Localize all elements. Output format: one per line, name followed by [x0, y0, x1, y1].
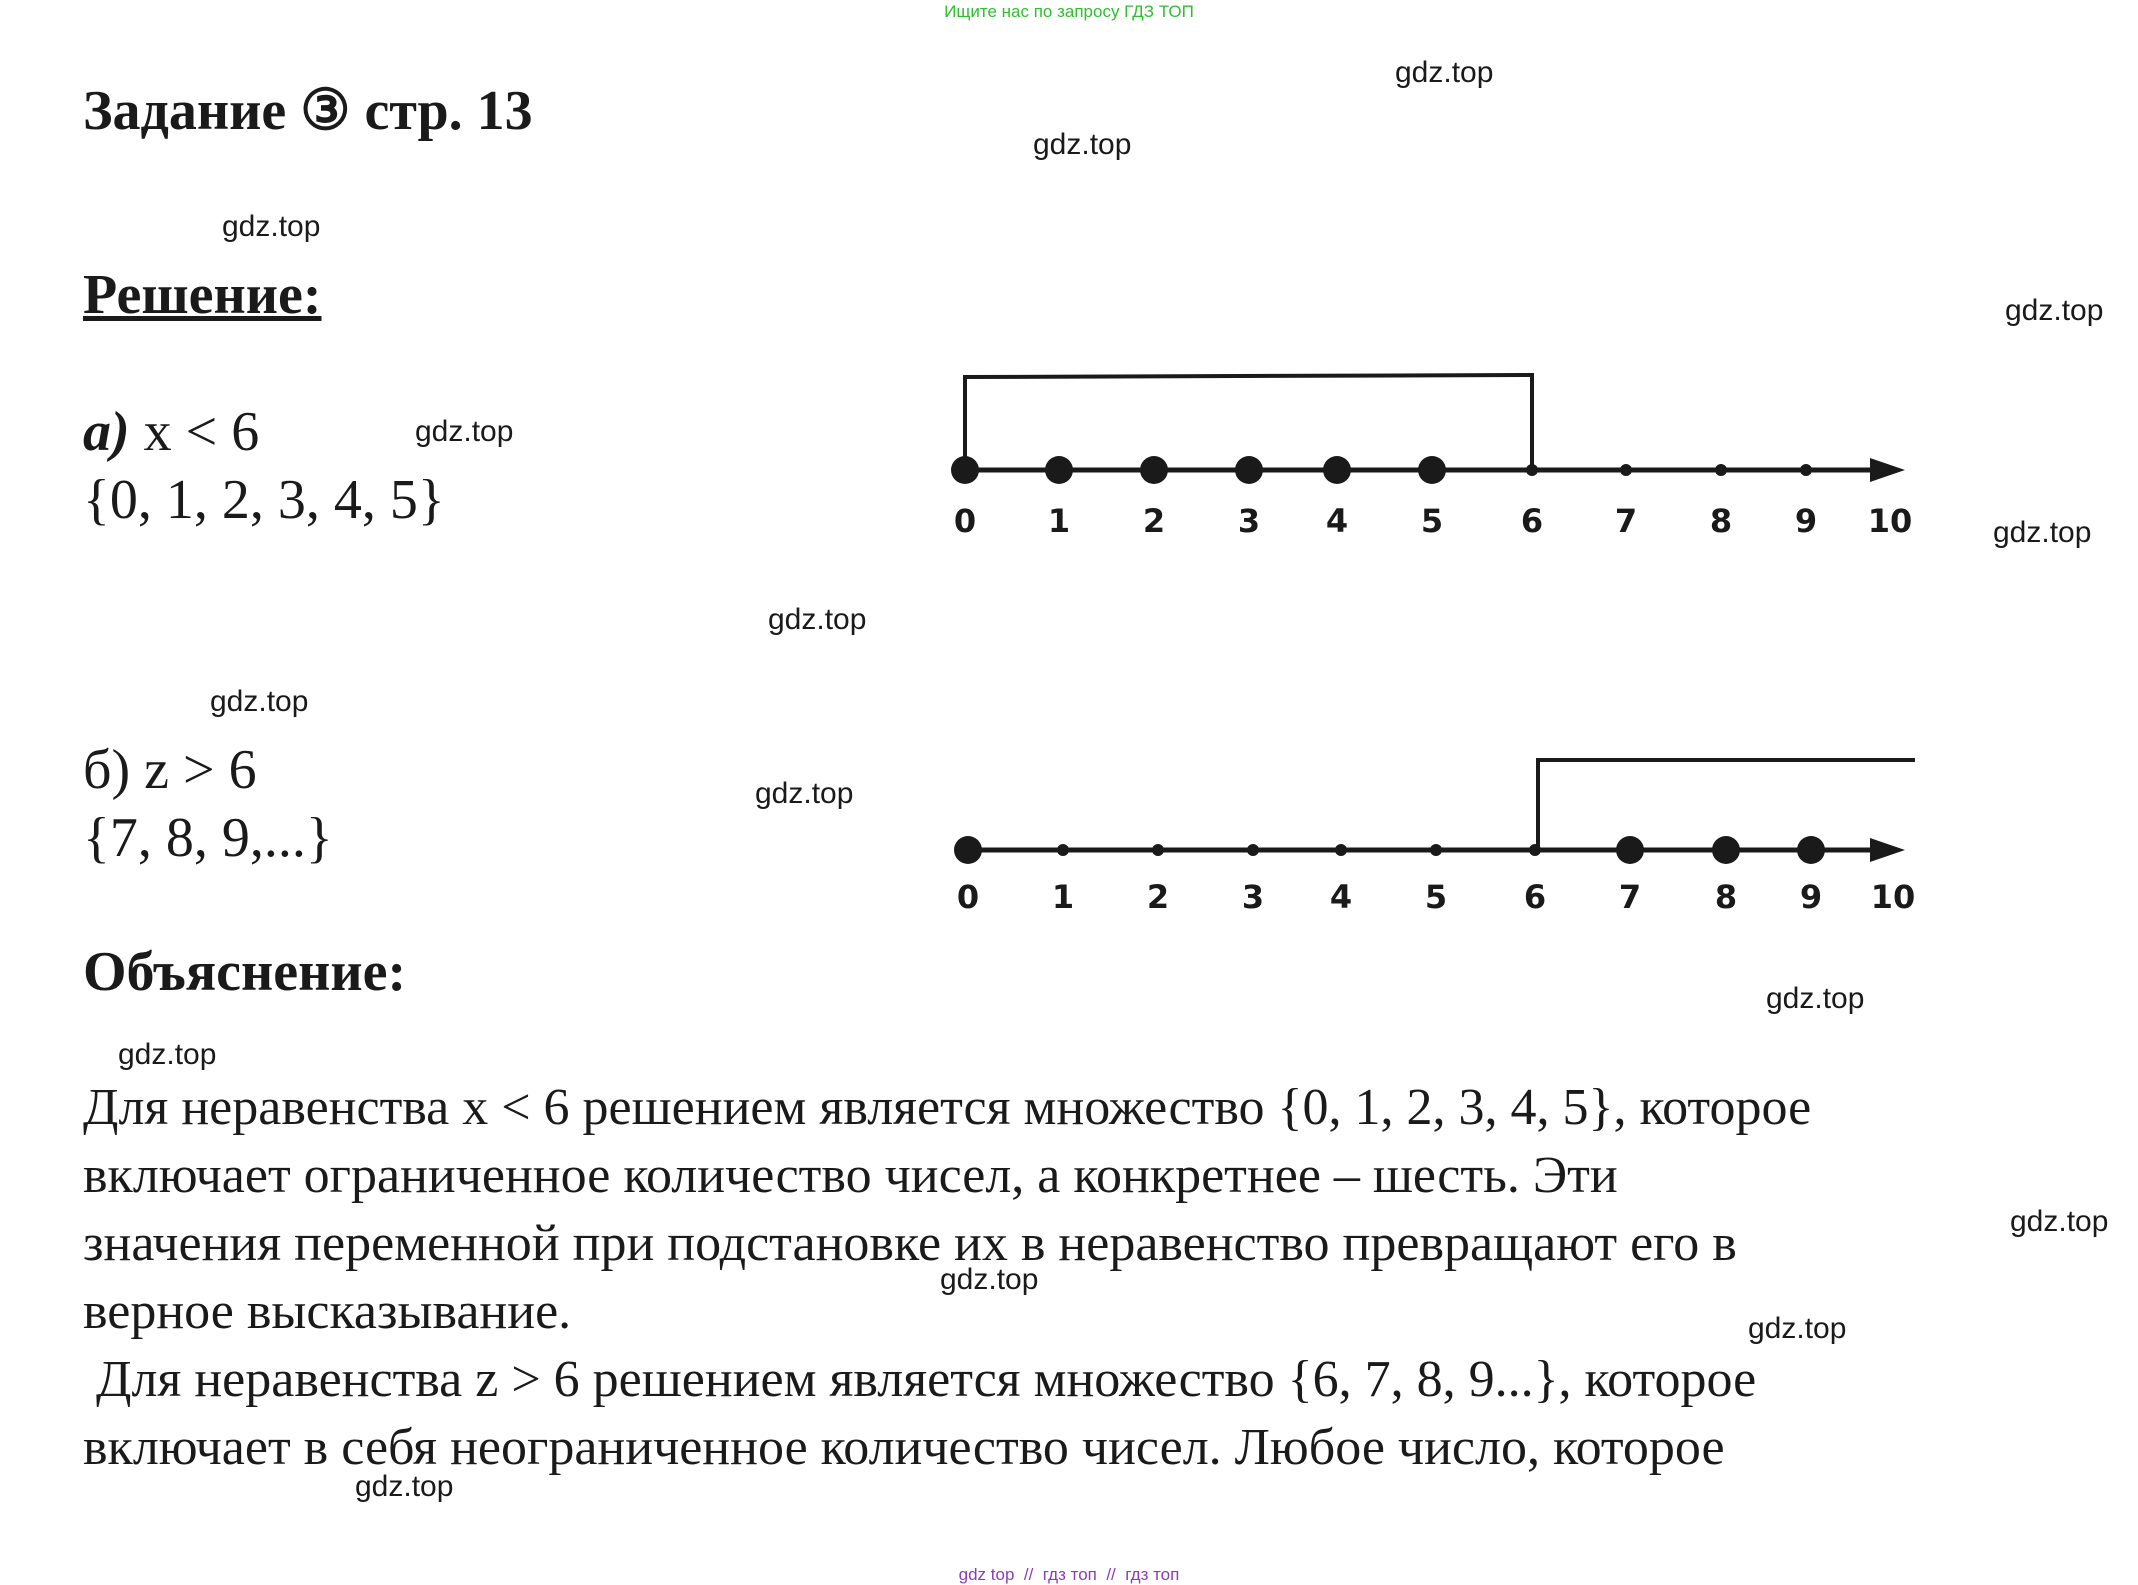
tick-label: 2 — [1142, 502, 1166, 540]
number-line-a-point-2 — [1140, 456, 1168, 484]
number-line-a-point-5 — [1418, 456, 1446, 484]
number-line-a — [940, 360, 1940, 560]
explanation-line: Для неравенства x < 6 решением является множество {0, 1, 2, 3, 4, 5}, которое — [83, 1079, 1812, 1136]
tick-label: 0 — [953, 502, 977, 540]
part-b-expression: z > 6 — [144, 739, 257, 801]
watermark: gdz.top — [118, 1038, 217, 1071]
number-line-b-point-9 — [1797, 836, 1825, 864]
tick-label: 7 — [1614, 502, 1638, 540]
number-line-b-point-7 — [1616, 836, 1644, 864]
tick-label: 8 — [1714, 878, 1738, 916]
part-a-set: {0, 1, 2, 3, 4, 5} — [83, 469, 445, 531]
number-line-a-bracket — [965, 375, 1532, 470]
number-line-a-point-8 — [1715, 464, 1727, 476]
number-line-b-point-4 — [1335, 844, 1347, 856]
number-line-a-point-1 — [1045, 456, 1073, 484]
tick-label: 3 — [1241, 878, 1265, 916]
tick-label: 2 — [1146, 878, 1170, 916]
number-line-b-arrow — [1870, 838, 1905, 862]
part-a-expression: x < 6 — [143, 401, 260, 463]
explanation-line: значения переменной при подстановке их в неравенство превращают его в — [83, 1215, 1737, 1272]
number-line-b-point-5 — [1430, 844, 1442, 856]
solution-heading: Решение: — [83, 264, 322, 326]
tick-label: 10 — [1870, 878, 1916, 916]
watermark: gdz.top — [1748, 1312, 1847, 1345]
tick-label: 1 — [1051, 878, 1075, 916]
part-b-set: {7, 8, 9,...} — [83, 807, 333, 869]
tick-label: 4 — [1329, 878, 1353, 916]
number-line-b — [940, 740, 1940, 940]
top-banner: Ищите нас по запросу ГДЗ ТОП — [944, 2, 1194, 21]
number-line-a-arrow — [1870, 458, 1905, 482]
number-line-a-point-4 — [1323, 456, 1351, 484]
number-line-b-point-0 — [954, 836, 982, 864]
number-line-b-point-6 — [1529, 844, 1541, 856]
number-line-b-point-8 — [1712, 836, 1740, 864]
explanation-line: включает в себя неограниченное количество чисел. Любое число, которое — [83, 1419, 1725, 1476]
explanation-line: включает ограниченное количество чисел, а конкретнее – шесть. Эти — [83, 1147, 1618, 1204]
part-b-inequality — [83, 738, 257, 802]
footer-links: gdz top // гдз топ // гдз топ — [958, 1565, 1180, 1584]
tick-label: 8 — [1709, 502, 1733, 540]
watermark: gdz.top — [1993, 516, 2092, 549]
explanation-line: Для неравенства z > 6 решением является множество {6, 7, 8, 9...}, которое — [83, 1351, 1757, 1408]
tick-label: 9 — [1794, 502, 1818, 540]
watermark: gdz.top — [355, 1470, 454, 1503]
watermark: gdz.top — [415, 415, 514, 448]
tick-label: 3 — [1237, 502, 1261, 540]
watermark: gdz.top — [1033, 128, 1132, 161]
number-line-b-group — [954, 760, 1915, 916]
watermark: gdz.top — [210, 685, 309, 718]
explanation-line: верное высказывание. — [83, 1283, 572, 1340]
watermark: gdz.top — [1395, 56, 1494, 89]
tick-label: 6 — [1523, 878, 1547, 916]
watermark: gdz.top — [940, 1263, 1039, 1296]
tick-label: 4 — [1325, 502, 1349, 540]
watermark: gdz.top — [2005, 294, 2104, 327]
number-line-a-point-7 — [1620, 464, 1632, 476]
tick-label: 5 — [1420, 502, 1444, 540]
watermark: gdz.top — [222, 210, 321, 243]
number-line-b-labels — [957, 878, 1915, 916]
part-b-label: б) — [83, 739, 131, 801]
tick-label: 10 — [1867, 502, 1913, 540]
watermark: gdz.top — [1766, 982, 1865, 1015]
number-line-a-point-0 — [951, 456, 979, 484]
watermark: gdz.top — [2010, 1205, 2109, 1238]
number-line-b-point-3 — [1247, 844, 1259, 856]
number-line-a-point-9 — [1800, 464, 1812, 476]
number-line-a-group — [951, 375, 1912, 540]
part-a-label: а) — [83, 401, 130, 463]
tick-label: 9 — [1799, 878, 1823, 916]
tick-label: 7 — [1618, 878, 1642, 916]
number-line-a-point-6 — [1526, 464, 1538, 476]
tick-label: 6 — [1520, 502, 1544, 540]
number-line-a-labels — [954, 502, 1912, 540]
watermark: gdz.top — [768, 603, 867, 636]
number-line-a-point-3 — [1235, 456, 1263, 484]
number-line-b-point-1 — [1057, 844, 1069, 856]
tick-label: 1 — [1047, 502, 1071, 540]
watermark: gdz.top — [755, 777, 854, 810]
part-a-inequality — [83, 400, 259, 464]
number-line-b-point-2 — [1152, 844, 1164, 856]
explanation-heading: Объяснение: — [83, 941, 407, 1003]
page-title: Задание ③ стр. 13 — [83, 80, 533, 142]
tick-label: 0 — [956, 878, 980, 916]
tick-label: 5 — [1424, 878, 1448, 916]
